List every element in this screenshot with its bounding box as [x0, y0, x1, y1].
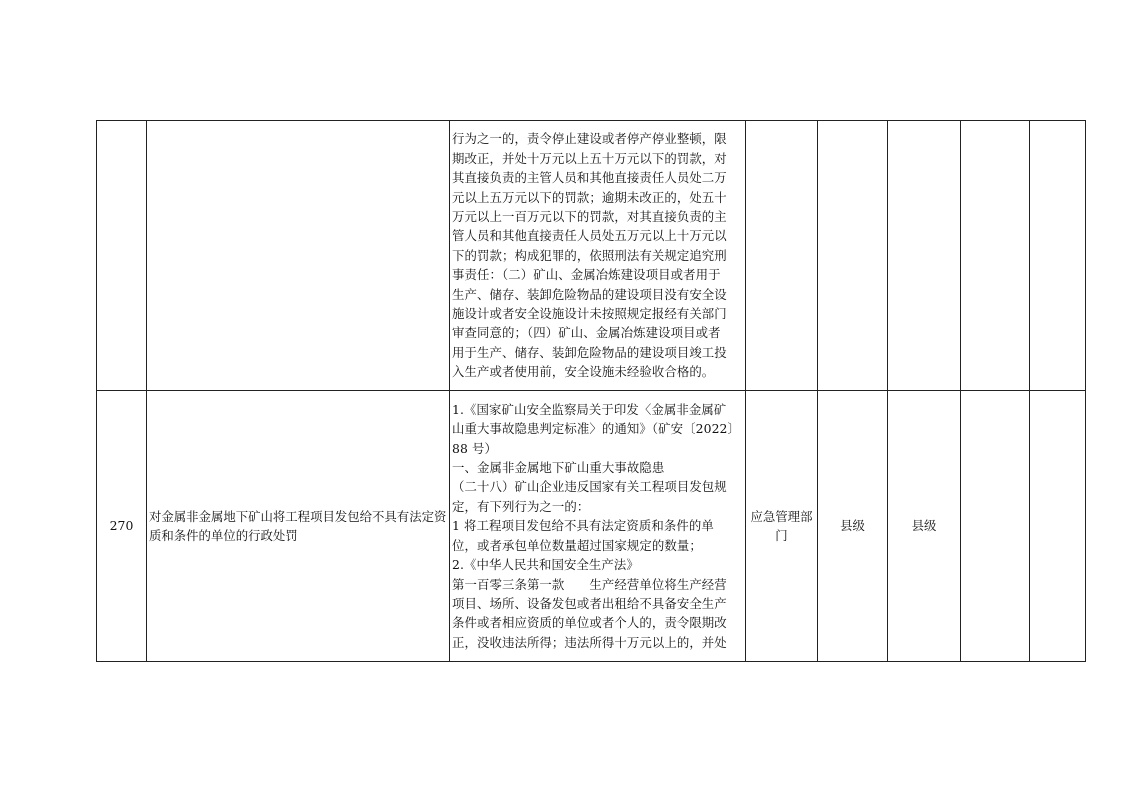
legal-basis-cell	[450, 121, 746, 391]
item-number-cell	[97, 121, 147, 391]
legal-basis-line: 生产、储存、装卸危险物品的建设项目没有安全设	[452, 286, 727, 302]
legal-basis-line: 事责任：（二）矿山、金属冶炼建设项目或者用于	[452, 267, 721, 283]
legal-basis-line: 期改正，并处十万元以上五十万元以下的罚款，对	[452, 150, 727, 166]
legal-basis-line: 万元以上一百万元以下的罚款，对其直接负责的主	[452, 208, 727, 224]
level-cell	[888, 121, 961, 391]
department-cell: 应急管理部门	[746, 391, 818, 662]
legal-basis-line: 审查同意的；（四）矿山、金属冶炼建设项目或者	[452, 325, 721, 341]
legal-basis-line: 定，有下列行为之一的：	[452, 498, 590, 514]
legal-basis-line: 1.《国家矿山安全监察局关于印发〈金属非金属矿	[452, 401, 727, 417]
legal-basis-line: 行为之一的，责令停止建设或者停产停业整顿，限	[452, 131, 727, 147]
legal-basis-cell	[450, 391, 746, 662]
legal-basis-line: 2.《中华人民共和国安全生产法》	[452, 557, 639, 573]
department-cell	[746, 121, 818, 391]
legal-basis-line: 项目、场所、设备发包或者出租给不具备安全生产	[452, 595, 727, 611]
legal-basis-line: 正，没收违法所得；违法所得十万元以上的，并处	[452, 634, 727, 650]
legal-basis-line: 元以上五万元以下的罚款；逾期未改正的，处五十	[452, 189, 727, 205]
level-cell	[961, 391, 1030, 662]
legal-basis-line: 山重大事故隐患判定标准〉的通知》（矿安〔2022〕	[452, 421, 741, 437]
item-number-cell: 270	[97, 391, 147, 662]
level-cell: 县级	[818, 391, 888, 662]
level-cell: 县级	[888, 391, 961, 662]
legal-basis-line: 用于生产、储存、装卸危险物品的建设项目竣工投	[452, 344, 727, 360]
level-cell	[818, 121, 888, 391]
legal-basis-line: 施设计或者安全设施设计未按照规定报经有关部门	[452, 306, 727, 322]
legal-basis-line: 其直接负责的主管人员和其他直接责任人员处二万	[452, 170, 727, 186]
law-enforcement-table	[96, 120, 1086, 662]
legal-basis-line: 1 将工程项目发包给不具有法定资质和条件的单	[452, 518, 714, 534]
level-cell	[961, 121, 1030, 391]
remarks-cell	[1030, 121, 1086, 391]
table-row	[97, 391, 1086, 662]
legal-basis-line: 下的罚款；构成犯罪的，依照刑法有关规定追究刑	[452, 247, 727, 263]
legal-basis-line: 入生产或者使用前，安全设施未经验收合格的。	[452, 364, 715, 380]
legal-basis-line: （二十八）矿山企业违反国家有关工程项目发包规	[452, 479, 727, 495]
legal-basis-line: 管人员和其他直接责任人员处五万元以上十万元以	[452, 228, 727, 244]
item-name-cell	[147, 121, 450, 391]
legal-basis-line: 一、金属非金属地下矿山重大事故隐患	[452, 460, 665, 476]
legal-basis-line: 条件或者相应资质的单位或者个人的，责令限期改	[452, 615, 727, 631]
table-row	[97, 121, 1086, 391]
remarks-cell	[1030, 391, 1086, 662]
legal-basis-line: 88 号）	[452, 440, 497, 456]
legal-basis-line: 位，或者承包单位数量超过国家规定的数量；	[452, 537, 702, 553]
legal-basis-line: 第一百零三条第一款 生产经营单位将生产经营	[452, 576, 727, 592]
item-name-cell: 对金属非金属地下矿山将工程项目发包给不具有法定资质和条件的单位的行政处罚	[147, 391, 450, 662]
